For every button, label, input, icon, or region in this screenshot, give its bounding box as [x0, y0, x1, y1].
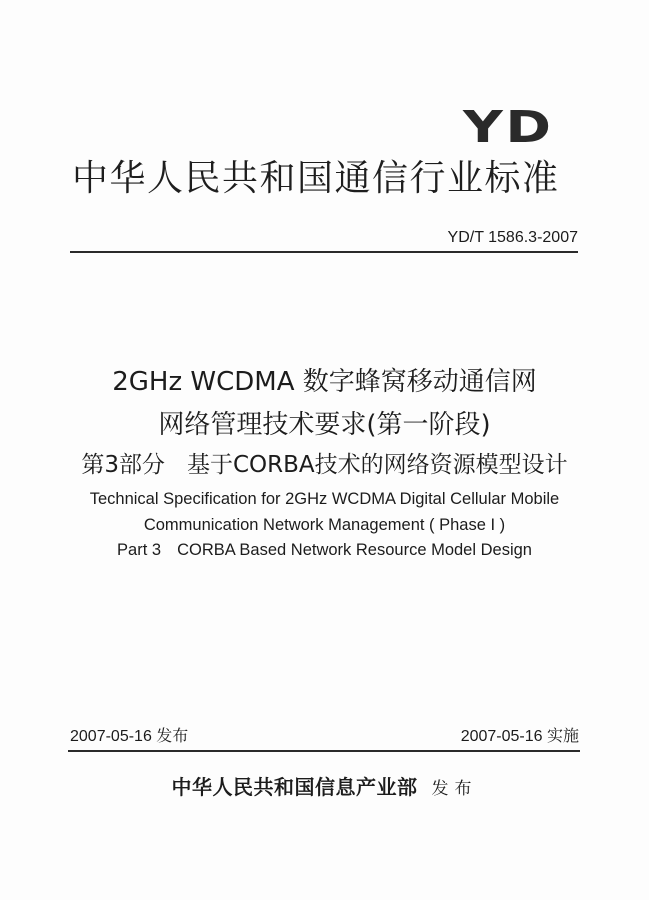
standard-code: YD/T 1586.3-2007 — [447, 229, 578, 246]
title-en-line3 — [0, 539, 649, 561]
publisher-line — [0, 773, 649, 803]
title-en-part-text: CORBA Based Network Resource Model Design — [177, 541, 532, 559]
standard-category-title: 中华人民共和国通信行业标准 — [72, 158, 560, 199]
top-divider — [70, 251, 578, 253]
title-cn-line2: 网络管理技术要求(第一阶段) — [158, 410, 491, 440]
issue-date: 2007-05-16 发布 — [70, 728, 189, 745]
implementation-date: 2007-05-16 实施 — [460, 728, 579, 745]
title-en-line1: Technical Specification for 2GHz WCDMA Digital Cellular Mobile — [89, 490, 560, 508]
bottom-divider — [68, 750, 580, 752]
title-cn-line3 — [0, 450, 649, 480]
title-en-line2: Communication Network Management ( Phase I ) — [143, 516, 506, 534]
title-cn-part-text: 基于CORBA技术的网络资源模型设计 — [186, 452, 568, 478]
publisher-name: 中华人民共和国信息产业部 — [171, 775, 418, 799]
publisher-issue-label: 发布 — [431, 779, 478, 799]
title-cn-part-number: 第3部分 — [81, 452, 165, 478]
yd-logo: YD — [463, 102, 554, 153]
title-cn-line1: 2GHz WCDMA 数字蜂窝移动通信网 — [112, 367, 537, 397]
title-en-part-number: Part 3 — [117, 541, 162, 559]
